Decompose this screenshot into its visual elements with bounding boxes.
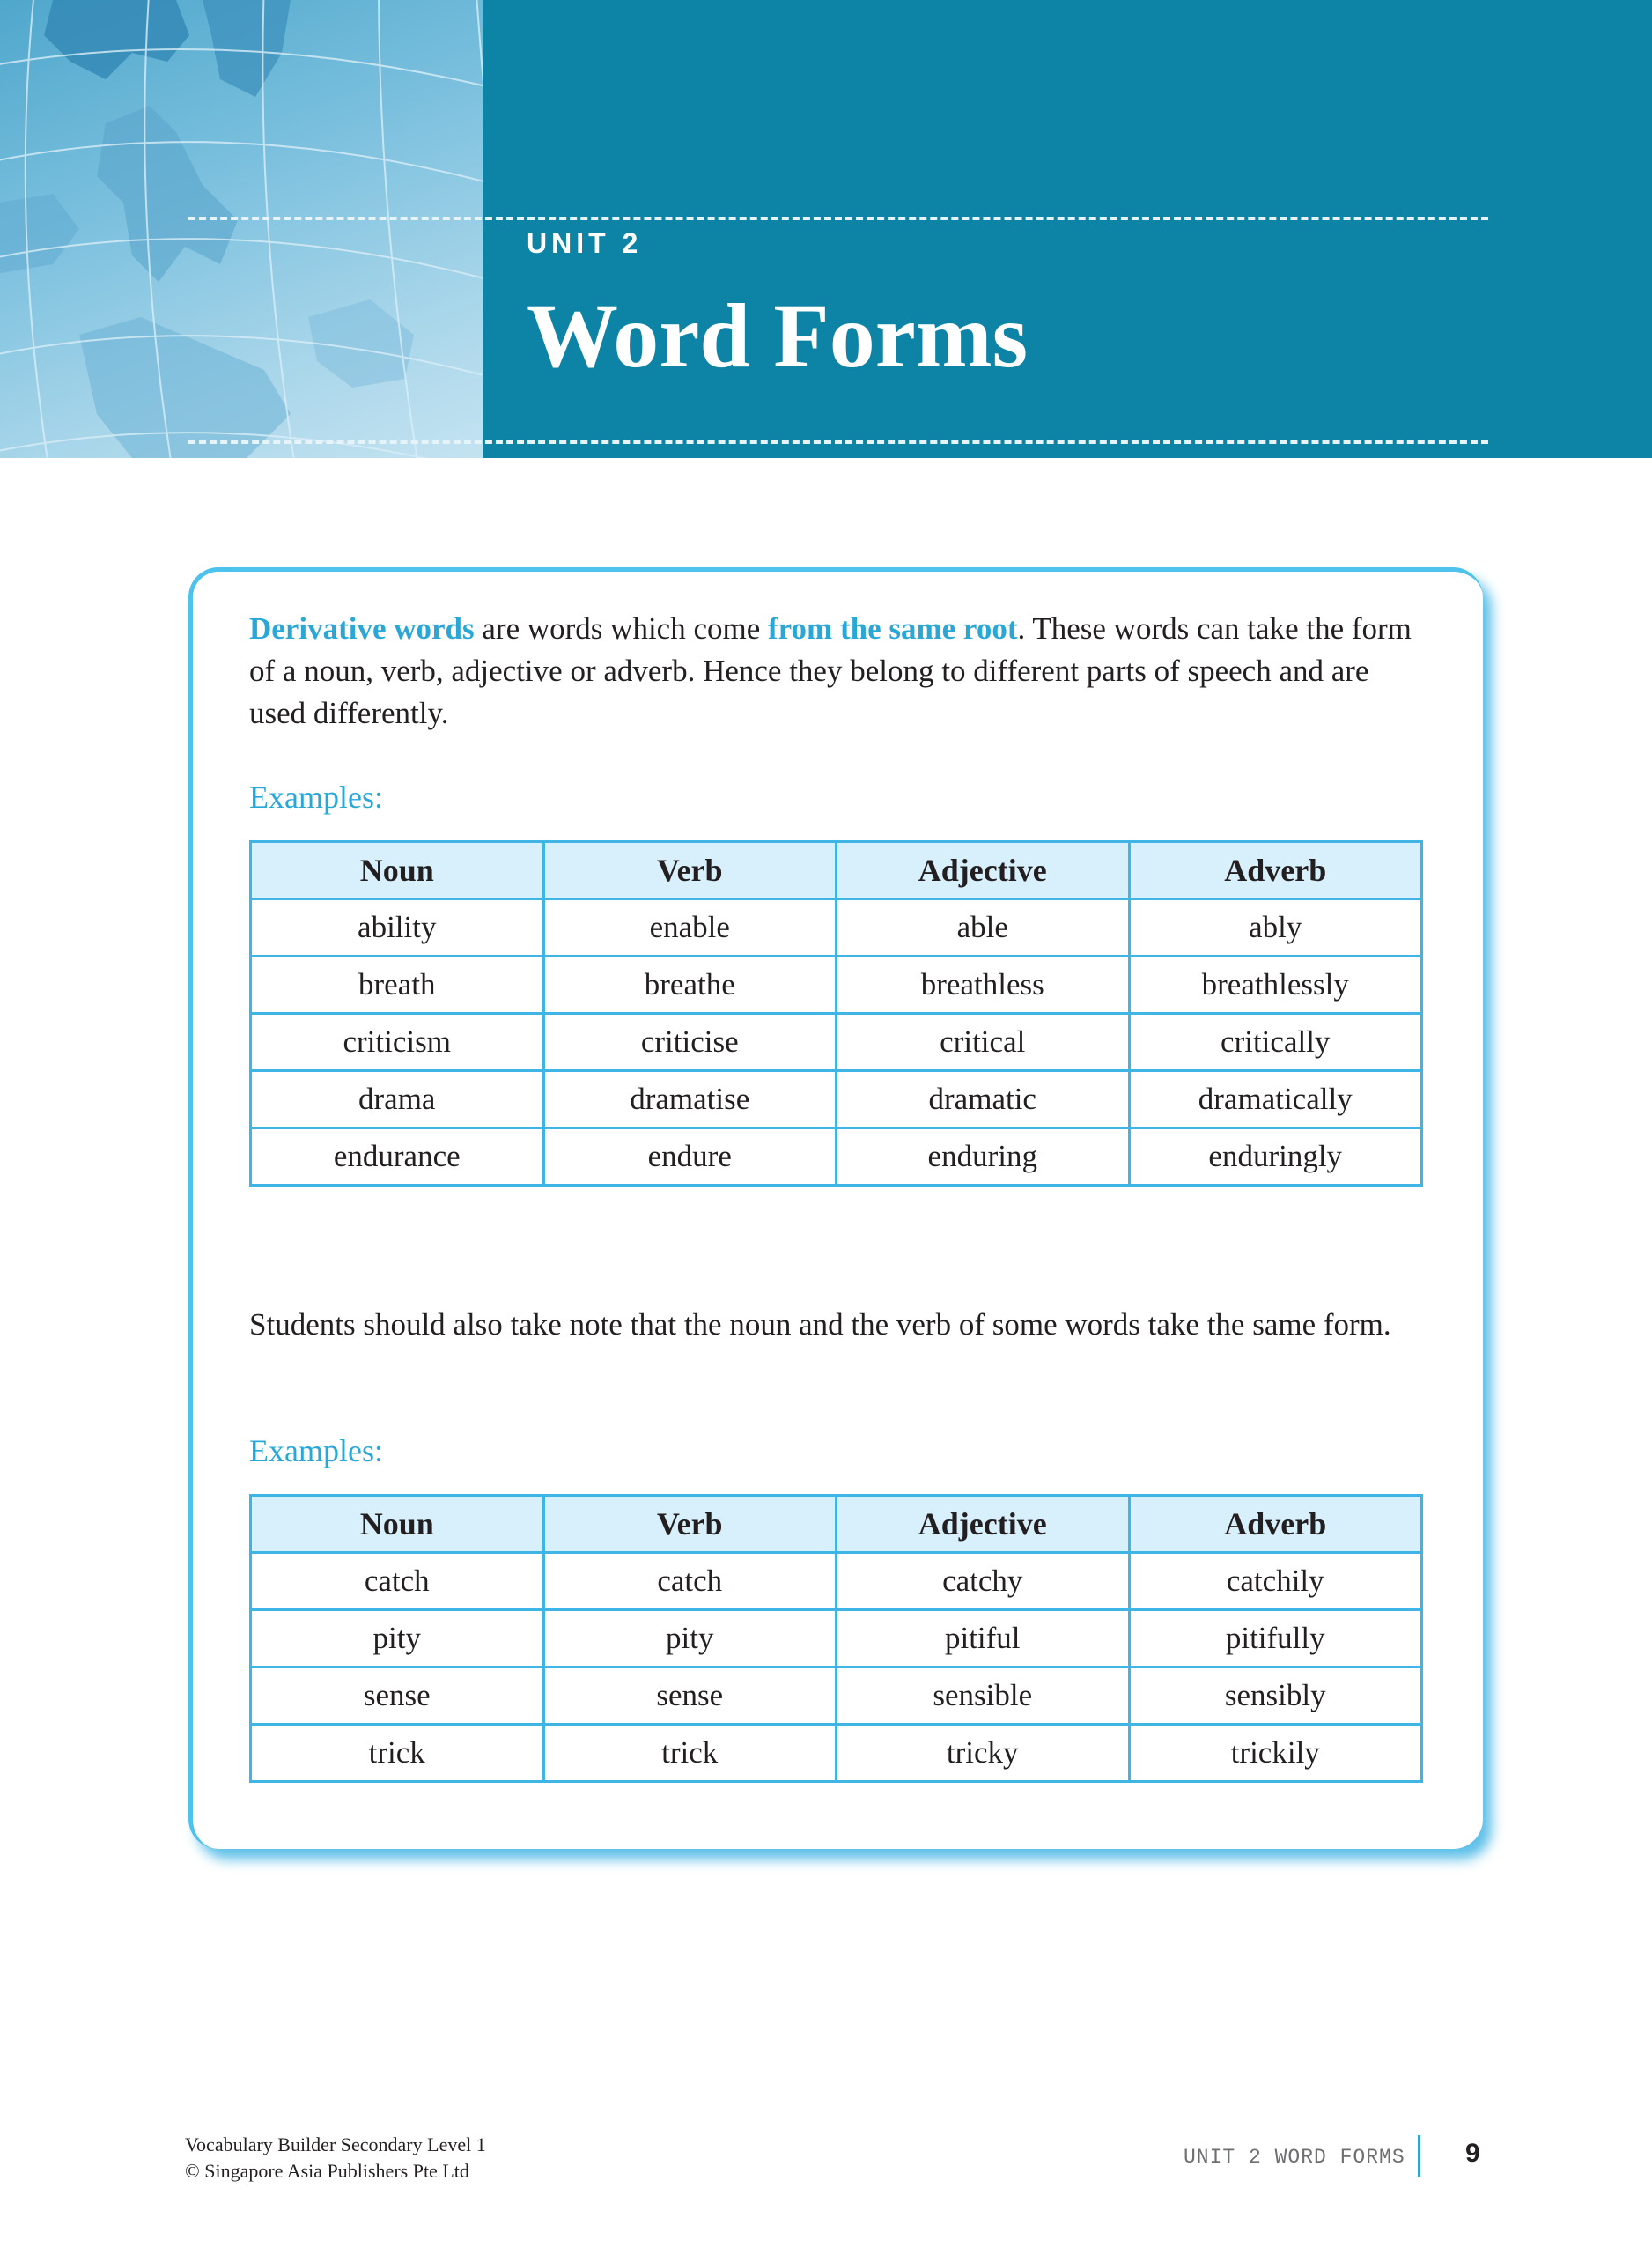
column-header-adverb: Adverb (1129, 842, 1422, 899)
book-title: Vocabulary Builder Secondary Level 1 (185, 2133, 486, 2155)
table-cell: criticise (543, 1014, 837, 1071)
column-header-adjective: Adjective (837, 842, 1130, 899)
table-cell: ably (1129, 899, 1422, 957)
table-cell: pity (543, 1610, 837, 1667)
footer-credits (185, 2132, 486, 2185)
table-cell: critically (1129, 1014, 1422, 1071)
table-cell: pitifully (1129, 1610, 1422, 1667)
dashed-divider-bottom (188, 440, 1488, 444)
table-cell: trickily (1129, 1725, 1422, 1782)
column-header-noun: Noun (251, 842, 544, 899)
table-row (251, 1071, 1422, 1128)
table-cell: endure (543, 1128, 837, 1186)
table-cell: dramatise (543, 1071, 837, 1128)
table-cell: dramatic (837, 1071, 1130, 1128)
table-cell: sense (251, 1667, 544, 1725)
table-row (251, 1725, 1422, 1782)
table-row (251, 1610, 1422, 1667)
unit-label: UNIT 2 (527, 227, 643, 259)
table-cell: catch (543, 1553, 837, 1610)
table-cell: criticism (251, 1014, 544, 1071)
column-header-verb: Verb (543, 1496, 837, 1553)
table-cell: sensible (837, 1667, 1130, 1725)
intro-text-1: are words which come (474, 611, 768, 646)
column-header-adjective: Adjective (837, 1496, 1130, 1553)
table-cell: dramatically (1129, 1071, 1422, 1128)
table-row (251, 1128, 1422, 1186)
table-cell: pity (251, 1610, 544, 1667)
dashed-divider-top (188, 217, 1488, 220)
examples-heading-2: Examples: (249, 1433, 383, 1468)
table-cell: critical (837, 1014, 1130, 1071)
table-cell: pitiful (837, 1610, 1130, 1667)
table-header-row (251, 842, 1422, 899)
table-cell: catch (251, 1553, 544, 1610)
table-header-row (251, 1496, 1422, 1553)
column-header-noun: Noun (251, 1496, 544, 1553)
table-cell: breathless (837, 957, 1130, 1014)
table-cell: enable (543, 899, 837, 957)
globe-map-icon (0, 0, 483, 458)
table-cell: tricky (837, 1725, 1130, 1782)
table-cell: trick (543, 1725, 837, 1782)
table-cell: ability (251, 899, 544, 957)
copyright-text: © Singapore Asia Publishers Pte Ltd (185, 2160, 469, 2182)
page-title: Word Forms (527, 285, 1029, 387)
table-cell: enduring (837, 1128, 1130, 1186)
globe-image (0, 0, 483, 458)
table-cell: catchily (1129, 1553, 1422, 1610)
table-cell: endurance (251, 1128, 544, 1186)
note-paragraph: Students should also take note that the noun and the verb of some words take the same form. (249, 1307, 1391, 1342)
table-cell: sensibly (1129, 1667, 1422, 1725)
table-row (251, 899, 1422, 957)
table-row (251, 1667, 1422, 1725)
word-forms-table-2 (249, 1494, 1423, 1783)
running-head: UNIT 2 WORD FORMS (1184, 2146, 1405, 2169)
column-header-adverb: Adverb (1129, 1496, 1422, 1553)
table-cell: catchy (837, 1553, 1130, 1610)
table-row (251, 957, 1422, 1014)
table-cell: enduringly (1129, 1128, 1422, 1186)
root-highlight: from the same root (768, 611, 1018, 646)
table-cell: trick (251, 1725, 544, 1782)
table-cell: sense (543, 1667, 837, 1725)
table-row (251, 1553, 1422, 1610)
table-cell: able (837, 899, 1130, 957)
table-cell: drama (251, 1071, 544, 1128)
examples-heading-1: Examples: (249, 780, 383, 815)
table-cell: breathe (543, 957, 837, 1014)
footer-divider (1418, 2135, 1420, 2177)
column-header-verb: Verb (543, 842, 837, 899)
intro-text-2: . These words can take the form of a noun, verb, adjective or adverb. Hence they belong to different parts of speech and are used differently. (249, 611, 1412, 730)
term-highlight: Derivative words (249, 611, 475, 646)
header-banner (0, 0, 1652, 458)
page-number: 9 (1465, 2139, 1480, 2168)
table-cell: breath (251, 957, 544, 1014)
word-forms-table-1 (249, 840, 1423, 1187)
table-cell: breathlessly (1129, 957, 1422, 1014)
table-row (251, 1014, 1422, 1071)
intro-paragraph (249, 608, 1429, 735)
